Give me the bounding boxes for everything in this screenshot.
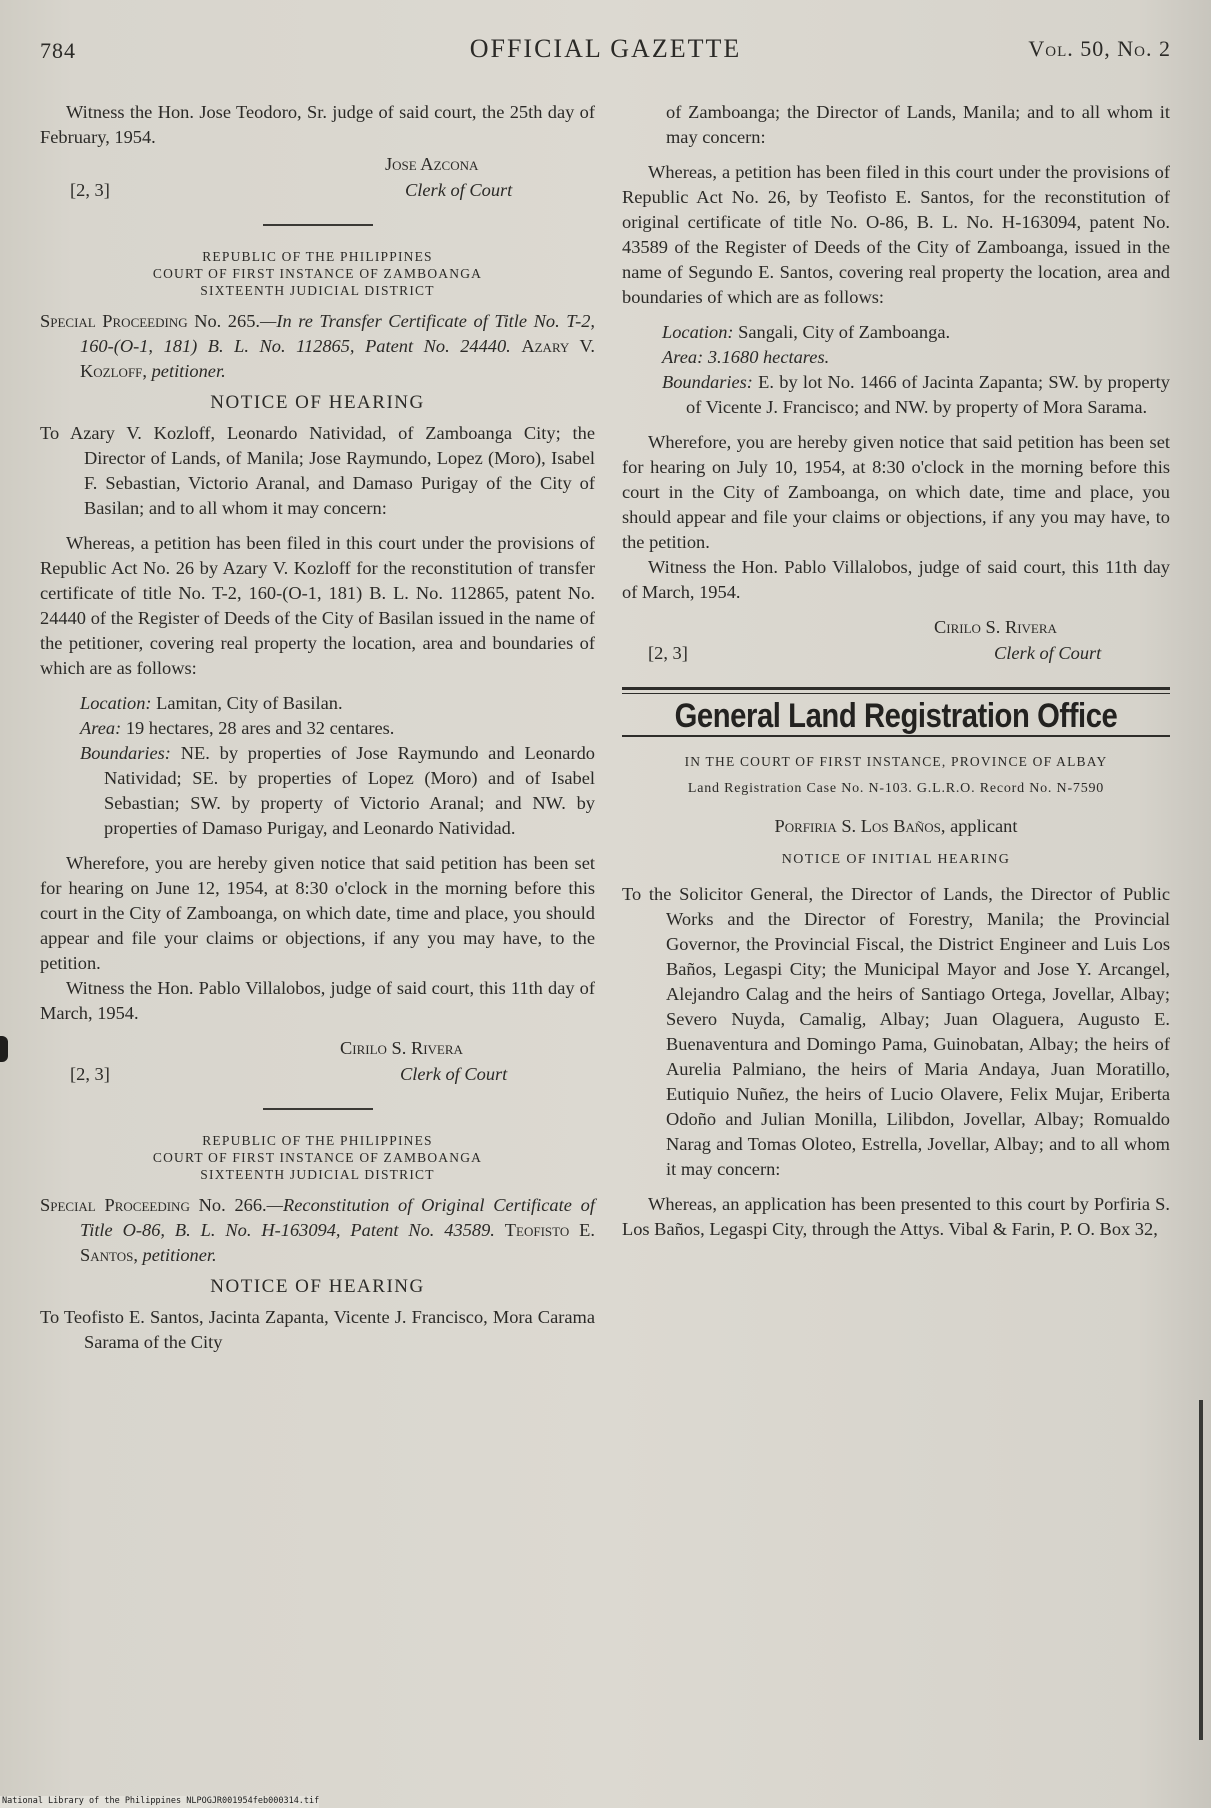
court-heading: IN THE COURT OF FIRST INSTANCE, PROVINCE OF ALBAY xyxy=(684,754,1108,769)
petitioner-name: Azary V. Kozloff, xyxy=(80,336,595,381)
applicant-line xyxy=(622,814,1170,839)
court-heading-line: COURT OF FIRST INSTANCE OF ZAMBOANGA xyxy=(152,1150,483,1165)
signer-name: Cirilo S. Rivera xyxy=(340,1038,463,1058)
location-value: Sangali, City of Zamboanga. xyxy=(738,322,951,342)
petitioner-role: petitioner. xyxy=(142,1245,217,1265)
wherefore-paragraph: Wherefore, you are hereby given notice that said petition has been set for hearing on June 12, 1954, at 8:30 o'clock in the morning before this court in the City of Zamboanga, on which date, time and place, you should appear and file your claims or objections, if any you may have, to the petition. xyxy=(40,853,595,973)
boundaries-line xyxy=(80,741,595,841)
court-heading-line: REPUBLIC OF THE PHILIPPINES xyxy=(202,1133,433,1148)
section-double-rule xyxy=(622,687,1170,694)
proceeding-title: —In re Transfer Certificate of Title No. T-2, 160-(O-1, 181) B. L. No. 112865, Patent No. 24440. xyxy=(80,311,596,356)
signature-block xyxy=(40,1036,595,1090)
court-heading-line: COURT OF FIRST INSTANCE OF ZAMBOANGA xyxy=(152,266,483,281)
boundaries-line xyxy=(662,370,1170,420)
signer-title: Clerk of Court xyxy=(994,643,1102,663)
proceeding-title: —Reconstitution of Original Certificate of Title O-86, B. L. No. H-163094, Patent No. 43589. xyxy=(80,1195,595,1240)
area-label: Area: xyxy=(662,347,704,367)
court-heading-line: SIXTEENTH JUDICIAL DISTRICT xyxy=(200,1167,435,1182)
property-description xyxy=(622,320,1170,420)
signer-name: Jose Azcona xyxy=(385,154,479,174)
notice-addressees: To Teofisto E. Santos, Jacinta Zapanta, Vicente J. Francisco, Mora Carama Sarama of the City xyxy=(40,1307,595,1352)
left-column xyxy=(40,100,595,1355)
notice-addressees: To Azary V. Kozloff, Leonardo Natividad, of Zamboanga City; the Director of Lands, of Manila; Jose Raymundo, Lopez (Moro), Isabel F. Sebastian, Victorio Aranal, and Damaso Purigay of the City of Basilan; and to all whom it may concern: xyxy=(40,423,595,518)
signer-title: Clerk of Court xyxy=(400,1064,508,1084)
area-value: 19 hectares, 28 ares and 32 centares. xyxy=(125,718,395,738)
notice-addressees: To the Solicitor General, the Director of Lands, the Director of Public Works and the Director of Forestry, Manila; the Provincial Governor, the Provincial Fiscal, the District Engineer and Luis Los Baños, Legaspi City; the Municipal Mayor and Jose Y. Arcangel, Alejandro Calag and the heirs of Santiago Ortega, Jovellar, Albay; Severo Nuyda, Camalig, Albay; Juan Olaguera, Augusto E. Buenaventura and Domingo Pama, Guinobatan, Albay; the heirs of Aurelia Palmiano, the heirs of Maria Andaya, Juan Moratillo, Eutiquio Nuñez, the heirs of Lucio Olavere, Felix Mujar, Eriberta Odoño and Julian Monilla, Lilibdon, Jovellar, Albay; Romualdo Narag and Tomas Oloteo, Estrella, Jovellar, Albay; and to all whom it may concern: xyxy=(622,884,1170,1179)
section-title: General Land Registration Office xyxy=(674,697,1118,735)
volume-number: Vol. 50, No. 2 xyxy=(1028,36,1171,61)
issue-ref: [2, 3] xyxy=(70,1064,110,1084)
signature-block xyxy=(622,615,1170,669)
proceeding-label: Special Proceeding xyxy=(40,311,188,331)
notice-heading: NOTICE OF INITIAL HEARING xyxy=(781,852,1011,867)
witness-paragraph: Witness the Hon. Pablo Villalobos, judge of said court, this 11th day of March, 1954. xyxy=(622,557,1170,602)
location-label: Location: xyxy=(80,693,152,713)
addressees-continued: of Zamboanga; the Director of Lands, Manila; and to all whom it may concern: xyxy=(666,102,1170,147)
court-heading-line: REPUBLIC OF THE PHILIPPINES xyxy=(202,249,433,264)
applicant-name: Porfiria S. Los Baños, xyxy=(774,816,946,836)
proceeding-number: No. 265. xyxy=(194,311,260,331)
whereas-paragraph: Whereas, an application has been presented to this court by Porfiria S. Los Baños, Legaspi City, through the Attys. Vibal & Farin, P. O. Box 32, xyxy=(622,1194,1170,1239)
wherefore-paragraph: Wherefore, you are hereby given notice that said petition has been set for hearing on July 10, 1954, at 8:30 o'clock in the morning before this court in the City of Zamboanga, on which date, time and place, you should appear and file your claims or objections, if any you may have, to the petition. xyxy=(622,432,1170,552)
notice-heading: NOTICE OF HEARING xyxy=(210,392,425,413)
issue-ref: [2, 3] xyxy=(70,180,110,200)
court-heading xyxy=(40,248,595,299)
proceeding-caption xyxy=(40,309,595,384)
section-rule xyxy=(622,735,1170,737)
binding-mark xyxy=(0,1036,8,1062)
location-line xyxy=(662,320,1170,345)
court-heading-line: SIXTEENTH JUDICIAL DISTRICT xyxy=(200,283,435,298)
area-label: Area: xyxy=(80,718,122,738)
proceeding-label: Special Proceeding xyxy=(40,1195,190,1215)
page-number: 784 xyxy=(40,38,76,63)
section-divider xyxy=(263,224,373,226)
signature-block xyxy=(40,152,595,206)
location-value: Lamitan, City of Basilan. xyxy=(156,693,343,713)
area-line xyxy=(80,716,595,741)
proceeding-caption xyxy=(40,1193,595,1268)
proceeding-number: No. 266. xyxy=(198,1195,267,1215)
notice-heading: NOTICE OF HEARING xyxy=(210,1276,425,1297)
signer-name: Cirilo S. Rivera xyxy=(934,617,1057,637)
page-header xyxy=(40,30,1171,70)
whereas-paragraph: Whereas, a petition has been filed in this court under the provisions of Republic Act No. 26, by Teofisto E. Santos, for the reconstitution of original certificate of title No. O-86, B. L. No. H-163094, patent No. 43589 of the Register of Deeds of the City of Zamboanga, issued in the name of Segundo E. Santos, covering real property the location, area and boundaries of which are as follows: xyxy=(622,162,1170,307)
petitioner-role: petitioner. xyxy=(151,361,226,381)
case-line: Land Registration Case No. N-103. G.L.R.O. Record No. N-7590 xyxy=(687,781,1105,796)
whereas-paragraph: Whereas, a petition has been filed in this court under the provisions of Republic Act No. 26 by Azary V. Kozloff for the reconstitution of transfer certificate of title No. T-2, 160-(O-1, 181) B. L. No. 112865, patent No. 24440 of the Register of Deeds of the City of Basilan issued in the name of the petitioner, covering real property the location, area and boundaries of which are as follows: xyxy=(40,533,595,678)
signer-title: Clerk of Court xyxy=(405,180,513,200)
location-label: Location: xyxy=(662,322,734,342)
boundaries-value: NE. by properties of Jose Raymundo and Leonardo Natividad; SE. by properties of Lopez (Moro) and of Isabel Sebastian; SW. by property of Victorio Aranal; and NW. by properties of Damaso Purigay, and Leonardo Natividad. xyxy=(104,743,595,838)
location-line xyxy=(80,691,595,716)
right-column xyxy=(622,100,1170,1242)
boundaries-label: Boundaries: xyxy=(662,372,753,392)
issue-ref: [2, 3] xyxy=(648,643,688,663)
applicant-role: applicant xyxy=(950,816,1018,836)
boundaries-label: Boundaries: xyxy=(80,743,171,763)
opening-witness: Witness the Hon. Jose Teodoro, Sr. judge of said court, the 25th day of February, 1954. xyxy=(40,102,595,147)
petitioner-name: Teofisto E. Santos, xyxy=(80,1220,595,1265)
boundaries-value: E. by lot No. 1466 of Jacinta Zapanta; SW. by property of Vicente J. Francisco; and NW. by property of Mora Sarama. xyxy=(686,372,1170,417)
court-heading xyxy=(40,1132,595,1183)
property-description xyxy=(40,691,595,841)
scan-footer: National Library of the Philippines NLPOGJR001954feb000314.tif xyxy=(2,1796,320,1806)
section-divider xyxy=(263,1108,373,1110)
area-value: 3.1680 hectares. xyxy=(707,347,830,367)
witness-paragraph: Witness the Hon. Pablo Villalobos, judge of said court, this 11th day of March, 1954. xyxy=(40,978,595,1023)
scan-edge-mark xyxy=(1199,1400,1203,1740)
gazette-title: OFFICIAL GAZETTE xyxy=(469,34,742,63)
area-line xyxy=(662,345,1170,370)
